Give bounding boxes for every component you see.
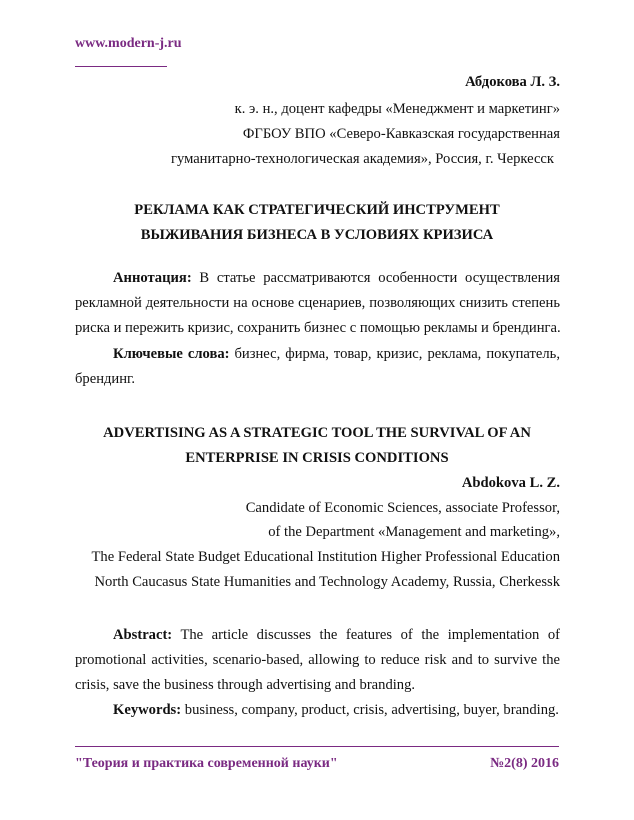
title-ru-line-1: РЕКЛАМА КАК СТРАТЕГИЧЕСКИЙ ИНСТРУМЕНТ <box>134 202 500 218</box>
affiliation-ru-line-1: к. э. н., доцент кафедры «Менеджмент и маркетинг» <box>234 101 560 117</box>
header-divider <box>75 66 167 67</box>
title-ru-line-2: ВЫЖИВАНИЯ БИЗНЕСА В УСЛОВИЯХ КРИЗИСА <box>140 227 494 243</box>
abstract-ru-label: Аннотация: <box>113 270 192 286</box>
title-en-line-2: ENTERPRISE IN CRISIS CONDITIONS <box>185 450 449 466</box>
footer-journal-title: "Теория и практика современной науки" <box>75 756 338 771</box>
author-ru: Абдокова Л. З. <box>465 74 560 90</box>
footer-issue: №2(8) 2016 <box>490 756 559 771</box>
affiliation-en-line-3: The Federal State Budget Educational Institution Higher Professional Education <box>91 549 560 565</box>
abstract-ru-line-1: Аннотация: В статье рассматриваются особенности осуществления <box>113 270 560 286</box>
affiliation-ru-line-2: ФГБОУ ВПО «Северо-Кавказская государственная <box>242 126 560 142</box>
title-en-line-1: ADVERTISING AS A STRATEGIC TOOL THE SURVIVAL OF AN <box>103 425 531 441</box>
keywords-en-label: Keywords: <box>113 702 182 718</box>
affiliation-en-line-1: Candidate of Economic Sciences, associate Professor, <box>245 500 560 516</box>
keywords-ru-label: Ключевые слова: <box>113 346 230 362</box>
keywords-ru-line-2: брендинг. <box>75 371 136 387</box>
keywords-ru-line-1: Ключевые слова: бизнес, фирма, товар, кризис, реклама, покупатель, <box>113 346 560 362</box>
site-url[interactable]: www.modern-j.ru <box>75 36 182 51</box>
abstract-en-line-3: crisis, save the business through advertising and branding. <box>75 677 416 693</box>
author-en: Abdokova L. Z. <box>461 475 560 491</box>
abstract-ru-line-3: риска и пережить кризис, сохранить бизнес с помощью рекламы и брендинга. <box>75 320 561 336</box>
abstract-en-line-1: Abstract: The article discusses the features of the implementation of <box>113 627 560 643</box>
affiliation-en-line-4: North Caucasus State Humanities and Technology Academy, Russia, Cherkessk <box>94 574 560 590</box>
affiliation-ru-line-3: гуманитарно-технологическая академия», Россия, г. Черкесск <box>170 151 554 167</box>
keywords-en-line: Keywords: business, company, product, crisis, advertising, buyer, branding. <box>113 702 559 718</box>
abstract-ru-line-2: рекламной деятельности на основе сценариев, позволяющих снизить степень <box>75 295 560 311</box>
footer-divider <box>75 746 559 747</box>
abstract-en-label: Abstract: <box>113 627 173 643</box>
abstract-en-line-2: promotional activities, scenario-based, allowing to reduce risk and to survive the <box>75 652 560 668</box>
affiliation-en-line-2: of the Department «Management and marketing», <box>268 524 560 540</box>
